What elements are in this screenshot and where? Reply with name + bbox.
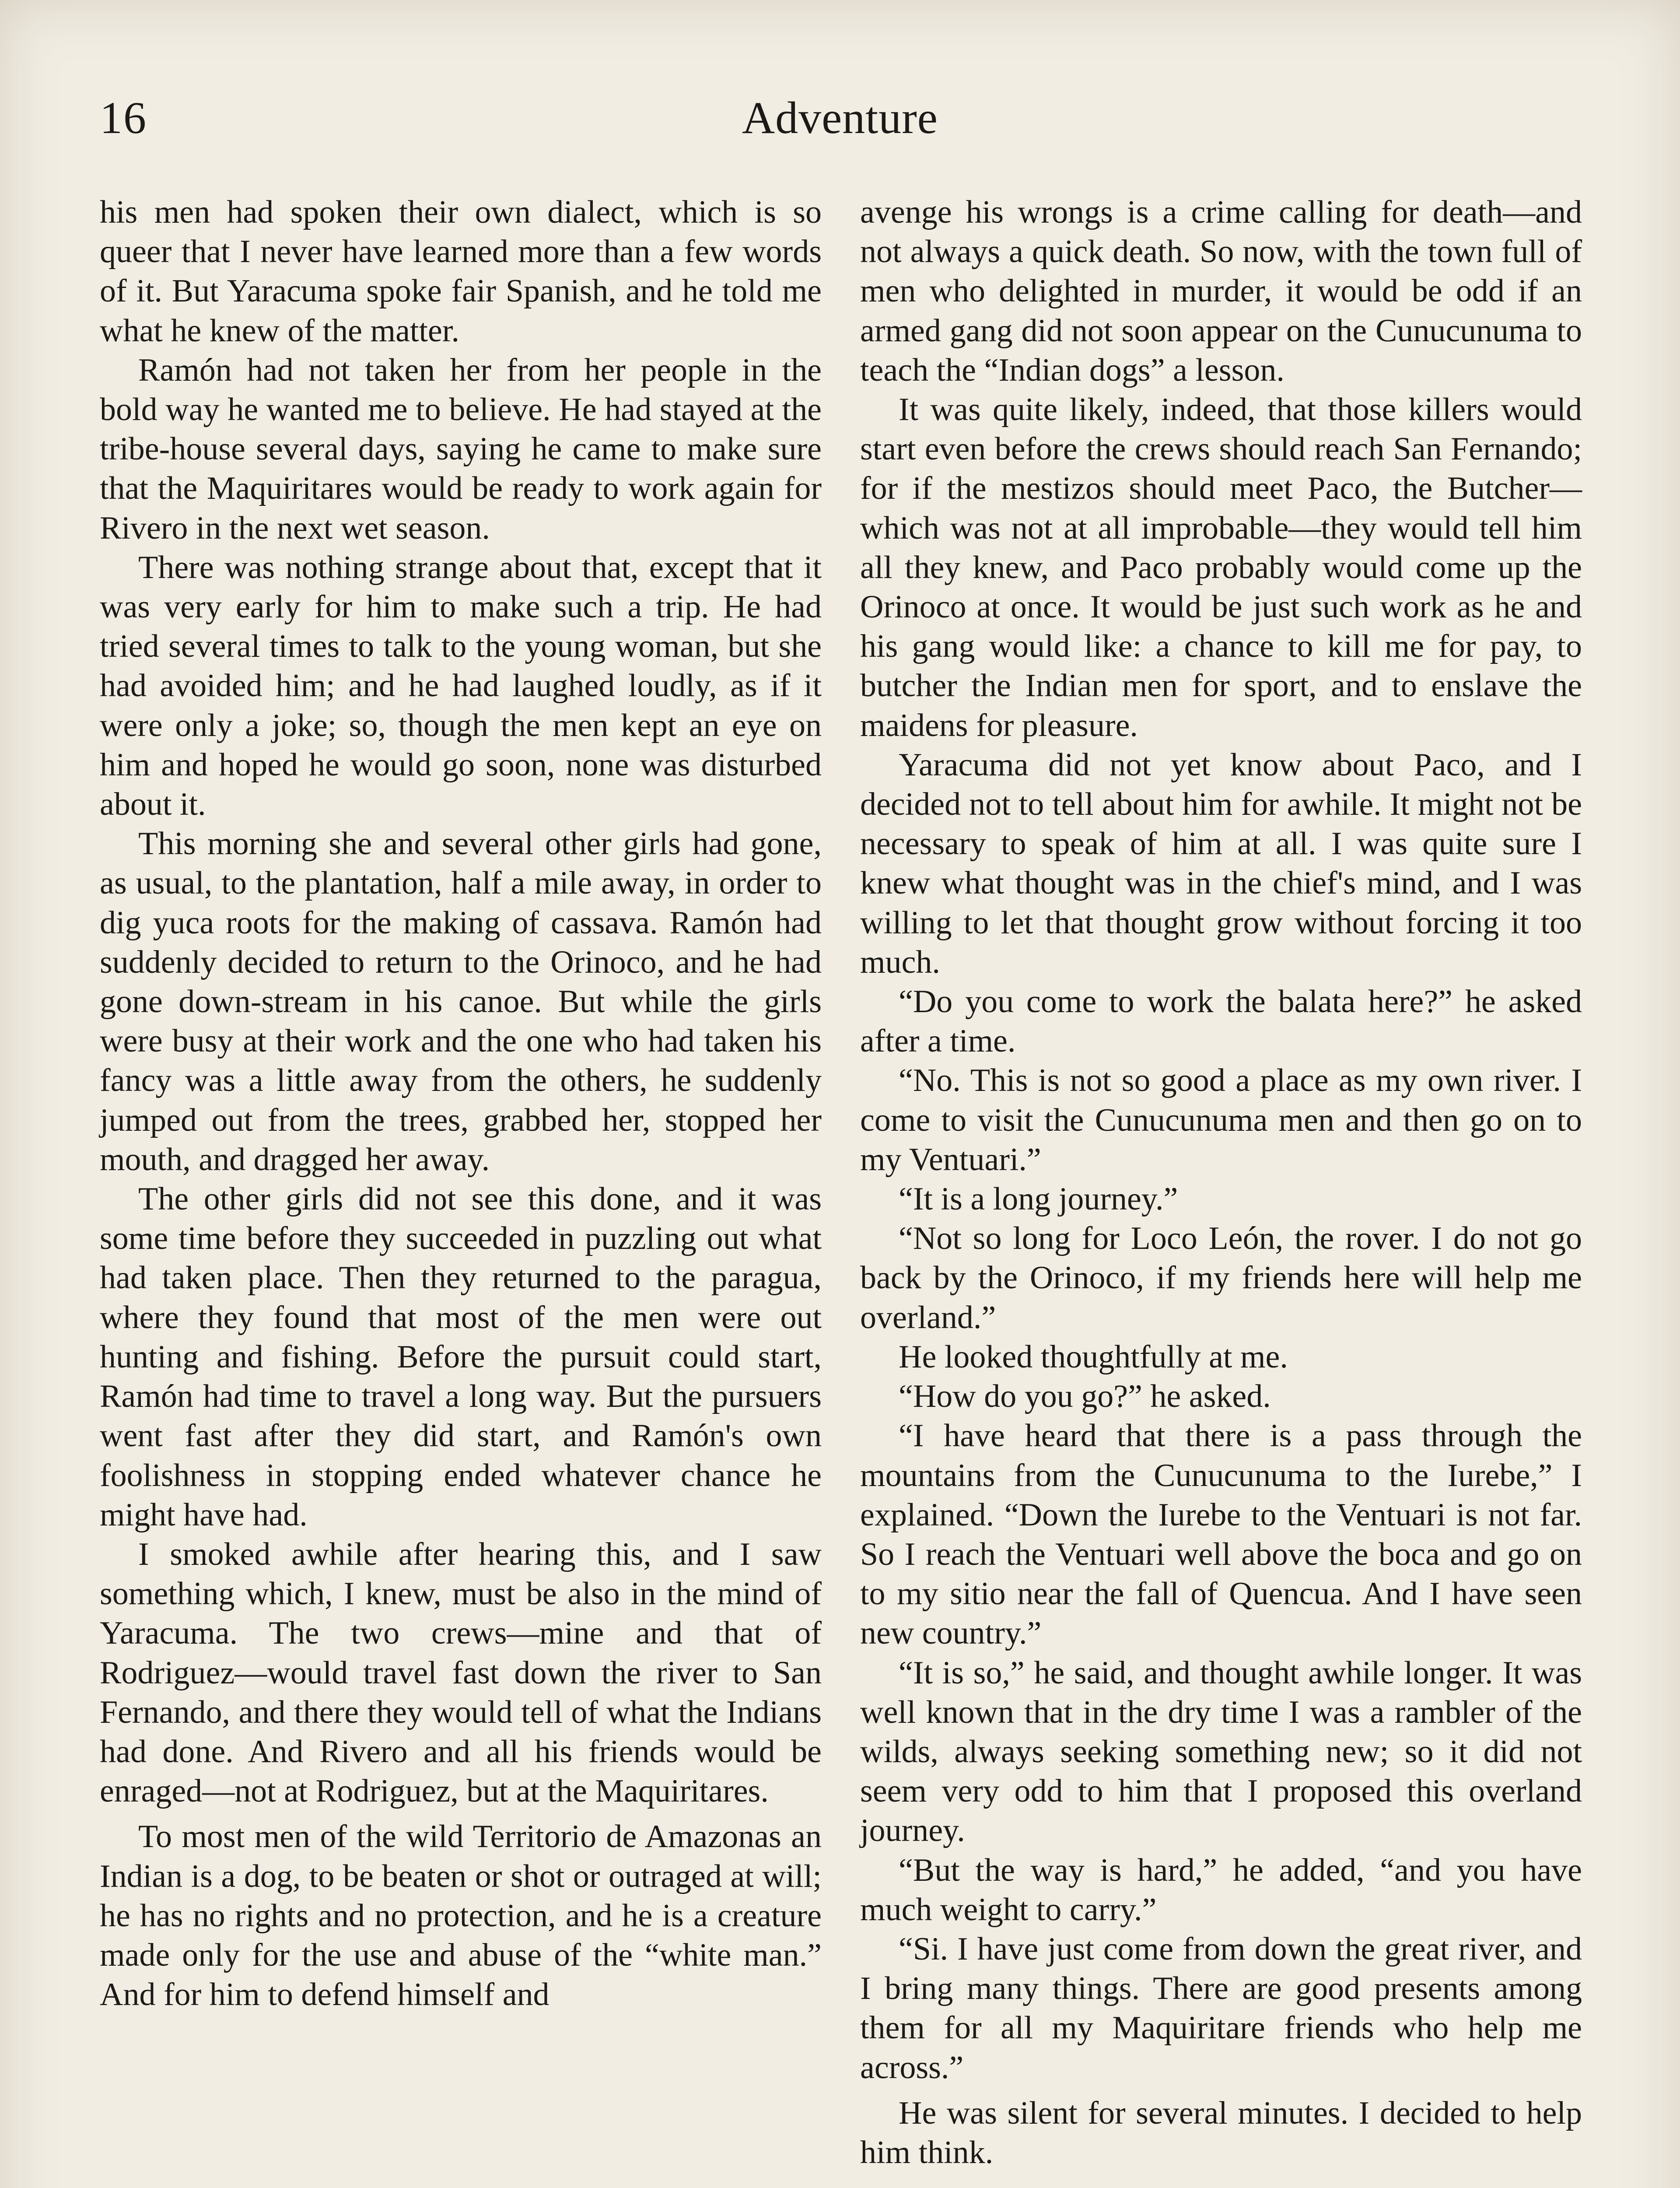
paragraph: “It is so,” he said, and thought awhile longer. It was well known that in the dry time I was a rambler of the wilds, always seeking something new; so it did not seem very odd to him that I proposed this overland journey. [860, 1655, 1582, 1849]
paragraph: The other girls did not see this done, and it was some time before they succeeded in puzzling out what had taken place. Then they returned to the paragua, where they found that most of the men were out hunting and fishing. Before the pursuit could start, Ramón had time to travel a long way. But the pursuers went fast after they did start, and Ramón's own foolishness in stopping ended whatever chance he might have had. [100, 1181, 822, 1533]
paragraph: “It is a long journey.” [899, 1181, 1178, 1217]
paragraph: There was nothing strange about that, except that it was very early for him to make such a trip. He had tried several times to talk to the young woman, but she had avoided him; and he had laughed loudly, as if it were only a joke; so, though the men kept an eye on him and hoped he would go soon, none was disturbed about it. [100, 549, 822, 823]
paragraph: To most men of the wild Territorio de Amazonas an Indian is a dog, to be beaten or shot or outraged at will; he has no rights and no protection, and he is a creature made only for the use and abuse of the “white man.” And for him to defend himself and [100, 1819, 822, 2013]
right-text-column [860, 193, 1582, 2172]
paragraph: Yaracuma did not yet know about Paco, and I decided not to tell about him for awhile. It might not be necessary to speak of him at all. I was quite sure I knew what thought was in the chief's mind, and I was willing to let that thought grow without forcing it too much. [860, 747, 1582, 980]
paragraph: “But the way is hard,” he added, “and you have much weight to carry.” [860, 1852, 1582, 1928]
running-head-title: Adventure [742, 93, 938, 143]
paragraph: Ramón had not taken her from her people in the bold way he wanted me to believe. He had stayed at the tribe-house several days, saying he came to make sure that the Maquiritares would be ready to work again for Rivero in the next wet season. [100, 352, 822, 546]
left-text-column [100, 193, 822, 2014]
paragraph: “No. This is not so good a place as my own river. I come to visit the Cunucunuma men and then go on to my Ventuari.” [860, 1062, 1582, 1178]
paragraph: “Not so long for Loco León, the rover. I do not go back by the Orinoco, if my friends here will help me overland.” [860, 1220, 1582, 1336]
paragraph: “I have heard that there is a pass through the mountains from the Cunucunuma to the Iurebe,” I explained. “Down the Iurebe to the Ventuari is not far. So I reach the Ventuari well above the boca and go on to my sitio near the fall of Quencua. And I have seen new country.” [860, 1418, 1582, 1652]
paragraph: “How do you go?” he asked. [899, 1378, 1271, 1415]
paragraph: I smoked awhile after hearing this, and I saw something which, I knew, must be also in the mind of Yaracuma. The two crews—mine and that of Rodriguez—would travel fast down the river to San Fernando, and there they would tell of what the Indians had done. And Rivero and all his friends would be enraged—not at Rodriguez, but at the Maquiritares. [100, 1536, 822, 1809]
page-number: 16 [100, 93, 147, 143]
paragraph: his men had spoken their own dialect, which is so queer that I never have learned more than a few words of it. But Yaracuma spoke fair Spanish, and he told me what he knew of the matter. [100, 194, 822, 349]
paragraph: He was silent for several minutes. I decided to help him think. [860, 2095, 1582, 2170]
paragraph: “Si. I have just come from down the great river, and I bring many things. There are good presents among them for all my Maquiritare friends who help me across.” [860, 1931, 1582, 2086]
paragraph: He looked thoughtfully at me. [899, 1339, 1288, 1375]
paragraph: It was quite likely, indeed, that those killers would start even before the crews should reach San Fernando; for if the mestizos should meet Paco, the Butcher—which was not at all improbable—they would tell him all they knew, and Paco probably would come up the Orinoco at once. It would be just such work as he and his gang would like: a chance to kill me for pay, to butcher the Indian men for sport, and to enslave the maidens for pleasure. [860, 392, 1582, 743]
paragraph: avenge his wrongs is a crime calling for death—and not always a quick death. So now, with the town full of men who delighted in murder, it would be odd if an armed gang did not soon appear on the Cunucunuma to teach the “Indian dogs” a lesson. [860, 194, 1582, 388]
paragraph: This morning she and several other girls had gone, as usual, to the plantation, half a mile away, in order to dig yuca roots for the making of cassava. Ramón had suddenly decided to return to the Orinoco, and he had gone down-stream in his canoe. But while the girls were busy at their work and the one who had taken his fancy was a little away from the others, he suddenly jumped out from the trees, grabbed her, stopped her mouth, and dragged her away. [100, 826, 822, 1178]
paragraph: “Do you come to work the balata here?” he asked after a time. [860, 984, 1582, 1059]
